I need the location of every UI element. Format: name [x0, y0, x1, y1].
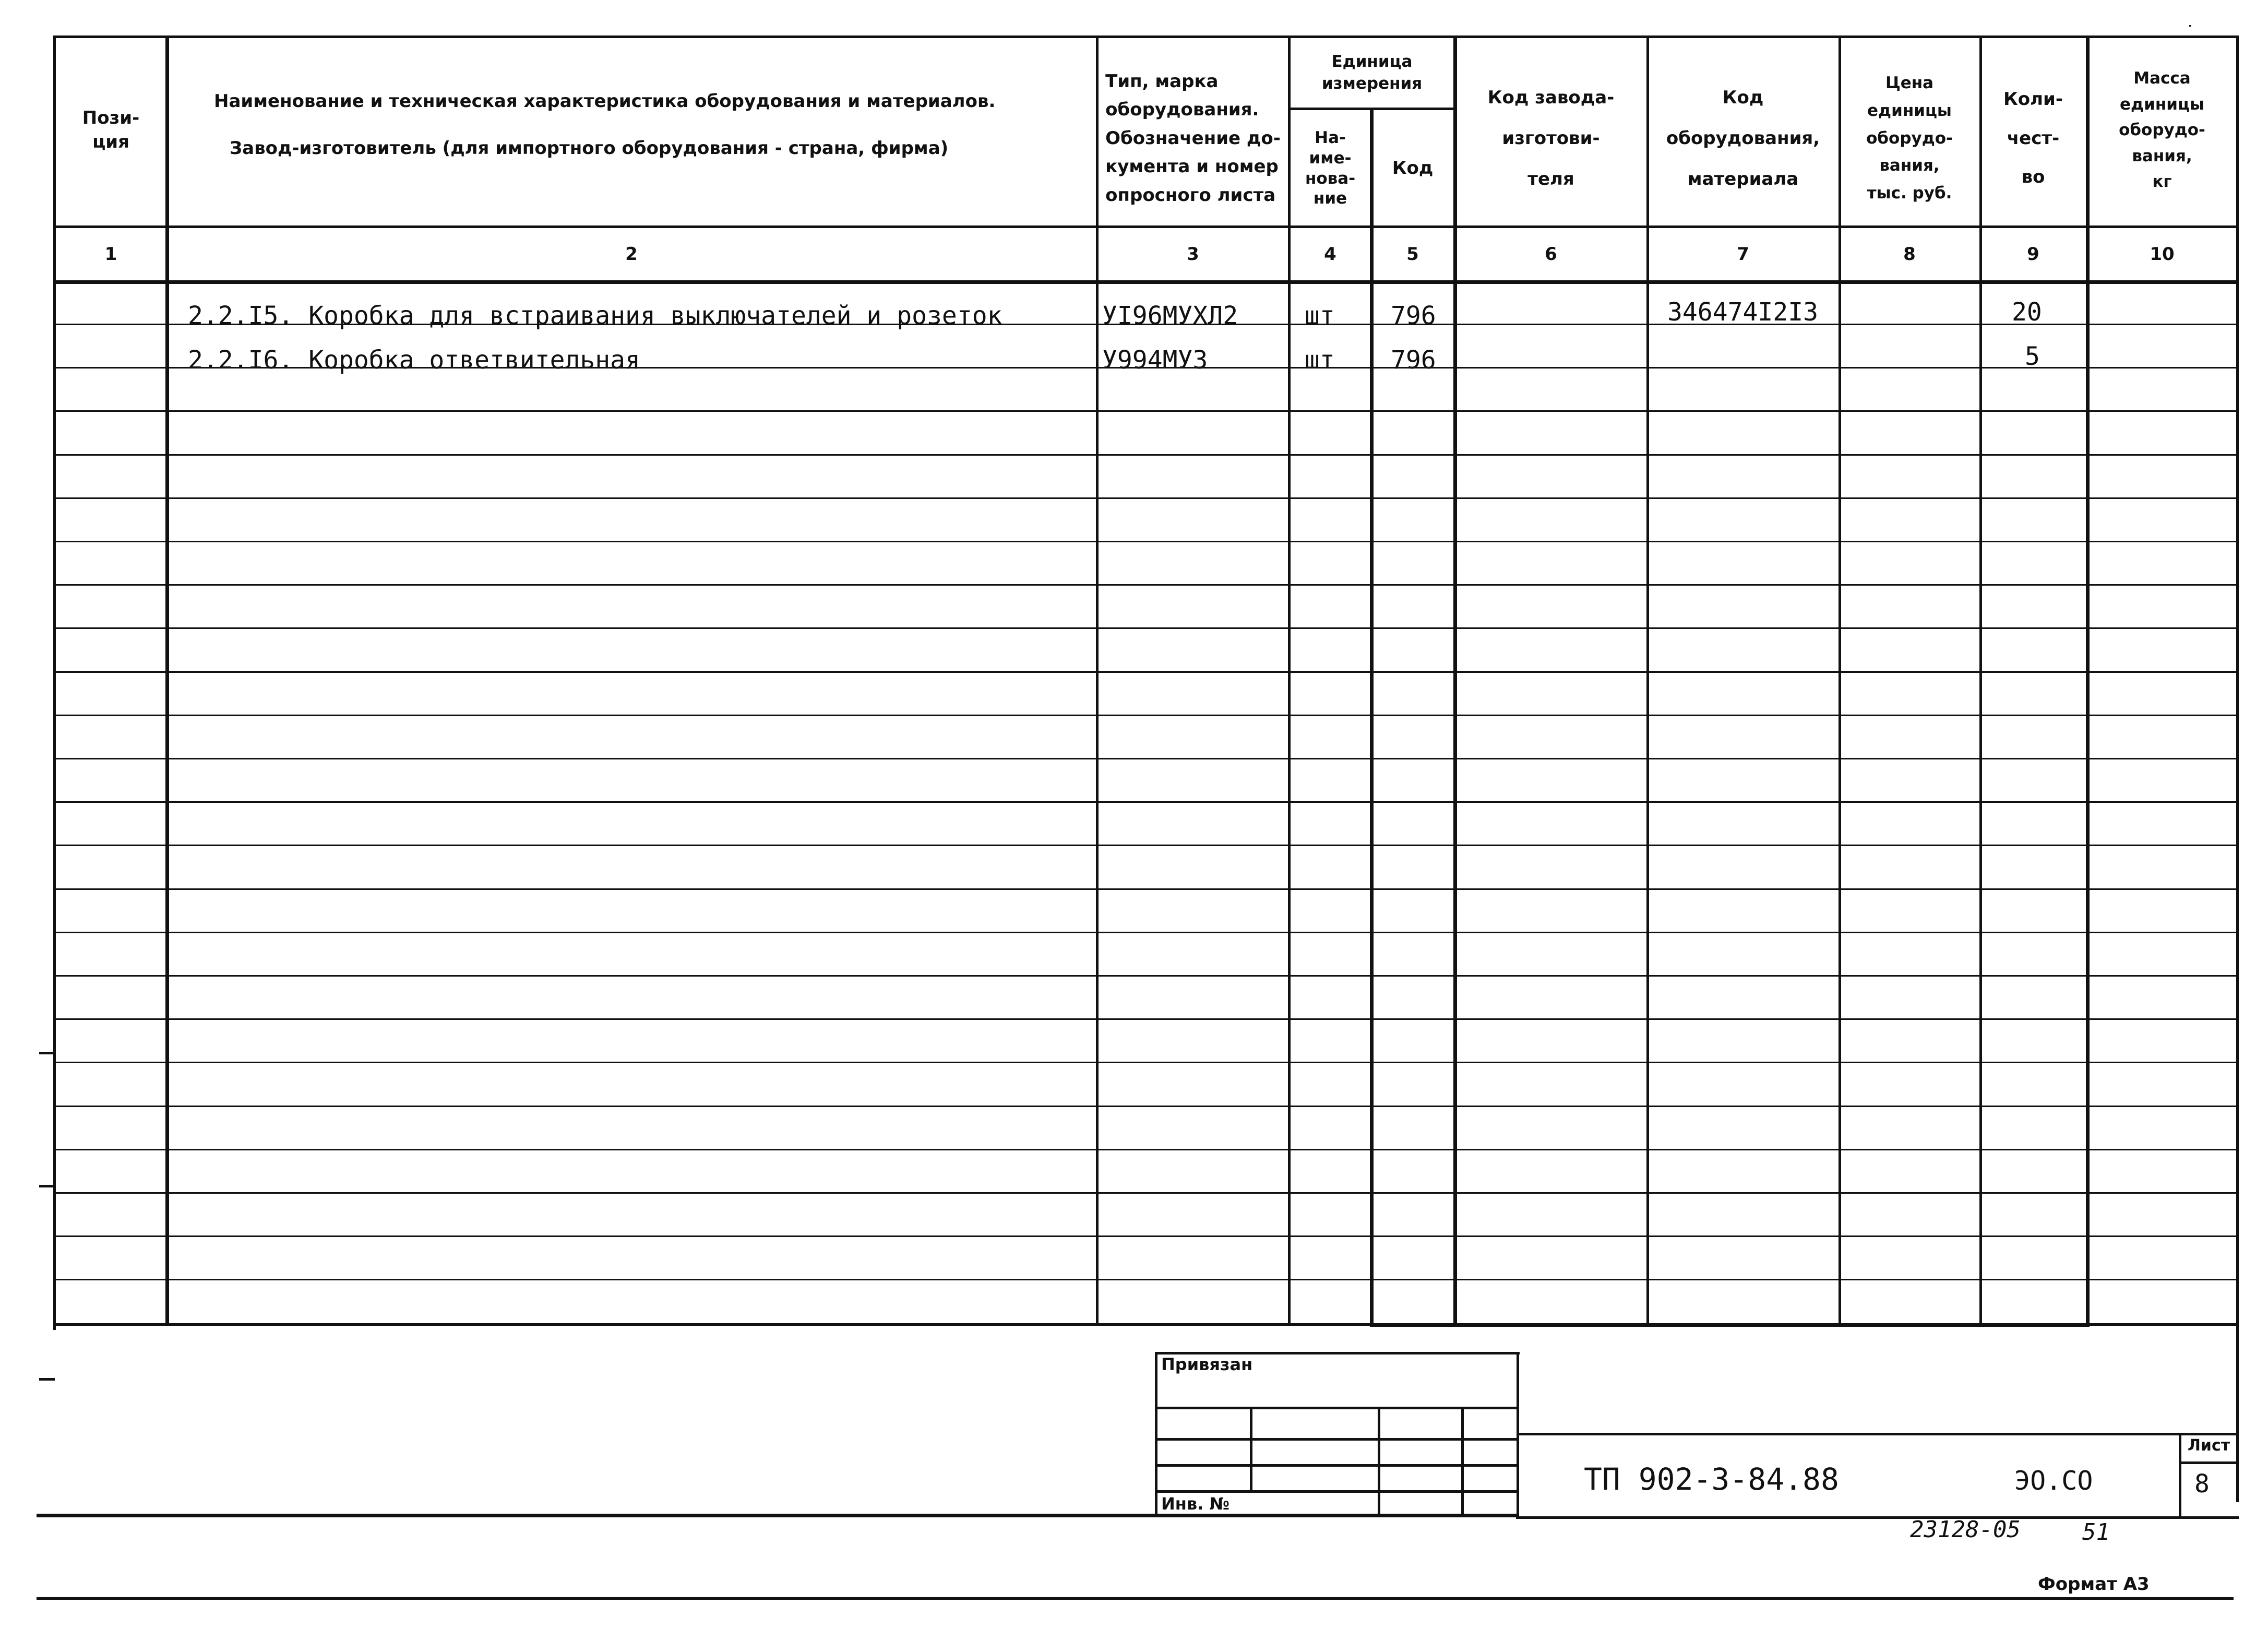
- col-number-10: 10: [2150, 243, 2175, 265]
- title-block-top: [1519, 1433, 2239, 1435]
- archive-number: 23128-05: [1910, 1516, 2021, 1543]
- row-line: [55, 888, 2239, 890]
- frame-bottom-border: [37, 1514, 1519, 1517]
- row-line: [55, 627, 2239, 629]
- row-line: [55, 975, 2239, 977]
- row-line: [55, 845, 2239, 846]
- stamp-line-2: [1156, 1438, 1519, 1441]
- header-price: Цена единицы оборудо- вания, тыс. руб.: [1866, 74, 1953, 203]
- row-line: [55, 758, 2239, 759]
- item-quantity: 20: [2012, 298, 2042, 327]
- item-type: У994МУЗ: [1102, 346, 1208, 375]
- header-unit-group: Единица измерения: [1321, 52, 1423, 93]
- row-line: [55, 410, 2239, 412]
- sheet-box-left: [2179, 1433, 2181, 1516]
- margin-tick-3: [39, 1378, 55, 1381]
- stamp-col-3: [1461, 1407, 1464, 1516]
- header-mass: Масса единицы оборудо- вания, кг: [2119, 69, 2205, 192]
- header-type: Тип, марка оборудования. Обозначение до- кумента и номер опросного листа: [1105, 71, 1281, 206]
- col-divider-3: [1288, 35, 1291, 1326]
- stamp-line-3: [1156, 1464, 1519, 1467]
- col-divider-9: [2086, 35, 2090, 1326]
- sheet-bottom-rule: [37, 1597, 2234, 1600]
- format-label: Формат А3: [2038, 1574, 2150, 1595]
- margin-tick-2: [39, 1185, 55, 1187]
- bound-label: Привязан: [1161, 1354, 1253, 1374]
- row-line: [55, 1235, 2239, 1237]
- col-divider-5: [1453, 35, 1457, 1326]
- item-type: УI96МУХЛ2: [1102, 301, 1238, 330]
- col-number-7: 7: [1737, 243, 1749, 265]
- item-equipment-code: 346474I2I3: [1667, 298, 1818, 327]
- row-line: [55, 801, 2239, 803]
- table-left-border: [53, 35, 56, 1330]
- item-name: 2.2.I5. Коробка для встраивания выключателей и розеток: [188, 301, 1002, 330]
- header-name-line2: Завод-изготовитель (для импортного оборудования - страна, фирма): [230, 138, 949, 159]
- archive-page: 51: [2082, 1519, 2110, 1546]
- col-number-9: 9: [2027, 243, 2039, 265]
- col-divider-1: [165, 35, 169, 1326]
- item-unit-code: 796: [1391, 346, 1436, 375]
- row-line: [55, 584, 2239, 586]
- col-divider-2: [1096, 35, 1099, 1326]
- table-top-border: [55, 35, 2239, 38]
- sheet-number: 8: [2194, 1469, 2210, 1499]
- table-body-bottom: [55, 1323, 2239, 1326]
- header-quantity: Коли- чест- во: [2003, 88, 2063, 188]
- sheet-box-divider: [2179, 1461, 2239, 1464]
- item-quantity: 5: [2025, 342, 2040, 371]
- row-line: [55, 497, 2239, 499]
- col-number-1: 1: [104, 243, 117, 265]
- row-line: [55, 715, 2239, 716]
- col-divider-7: [1839, 35, 1841, 1326]
- item-unit-name: шт: [1305, 301, 1335, 330]
- header-name-line1: Наименование и техническая характеристика оборудования и материалов.: [214, 91, 996, 112]
- item-unit-code: 796: [1391, 301, 1436, 330]
- row-line: [55, 1106, 2239, 1107]
- col-number-5: 5: [1406, 243, 1419, 265]
- header-bottom-border: [55, 225, 2239, 228]
- col-divider-4: [1370, 108, 1374, 1326]
- doc-code: ТП 902-3-84.88: [1584, 1461, 1839, 1497]
- inv-label: Инв. №: [1161, 1494, 1230, 1514]
- col-divider-8: [1979, 35, 1982, 1326]
- row-line: [55, 671, 2239, 673]
- header-position: Пози- ция: [82, 108, 140, 152]
- col-divider-6: [1646, 35, 1649, 1326]
- col-number-8: 8: [1903, 243, 1916, 265]
- row-line: [55, 541, 2239, 542]
- row-line: [55, 1192, 2239, 1194]
- header-factory-code: Код завода- изготови- теля: [1487, 87, 1615, 190]
- header-unit-code: Код: [1392, 157, 1434, 179]
- col-number-4: 4: [1324, 243, 1336, 265]
- stamp-line-1: [1156, 1407, 1519, 1409]
- column-number-row-border: [55, 280, 2239, 284]
- row-line: [55, 1149, 2239, 1150]
- header-equipment-code: Код оборудования, материала: [1666, 87, 1820, 190]
- sheet-label: Лист: [2188, 1436, 2230, 1455]
- item-name: 2.2.I6. Коробка ответвительная: [188, 346, 640, 375]
- row-line: [55, 1018, 2239, 1020]
- stamp-col-1: [1250, 1407, 1252, 1490]
- top-corner-mark: [2189, 25, 2191, 27]
- row-line: [55, 932, 2239, 933]
- header-unit-name: На- име- нова- ние: [1305, 128, 1356, 208]
- stamp-col-2: [1378, 1407, 1380, 1516]
- row-line: [55, 454, 2239, 456]
- stamp-bottom-border: [1516, 1516, 2239, 1519]
- margin-tick-1: [39, 1052, 55, 1054]
- col-number-6: 6: [1545, 243, 1557, 265]
- row-line: [55, 1062, 2239, 1063]
- table-right-border: [2236, 35, 2239, 1502]
- row-line: [55, 1279, 2239, 1280]
- stamp-line-4: [1156, 1490, 1519, 1493]
- col-number-3: 3: [1187, 243, 1199, 265]
- item-unit-name: шт: [1305, 346, 1335, 375]
- section-code: ЭО.СО: [2014, 1466, 2093, 1496]
- col-number-2: 2: [625, 243, 638, 265]
